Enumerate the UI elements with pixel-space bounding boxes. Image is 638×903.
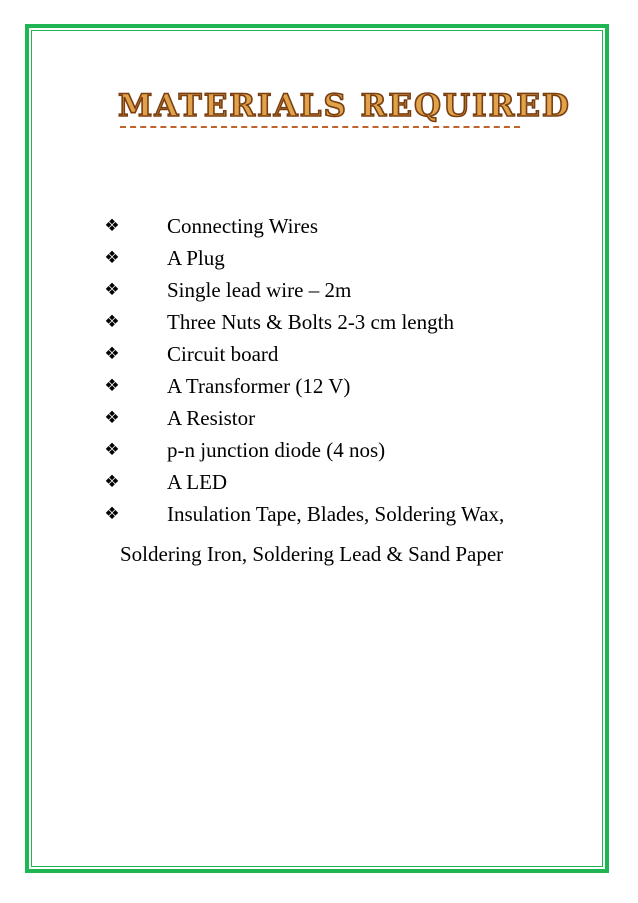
diamond-bullet-icon: ❖ (104, 408, 120, 428)
title-underline (120, 126, 520, 128)
list-item (100, 338, 580, 370)
page-title: MATERIALS REQUIRED (118, 88, 571, 124)
diamond-bullet-icon: ❖ (104, 216, 120, 236)
diamond-bullet-icon: ❖ (104, 440, 120, 460)
diamond-bullet-icon: ❖ (104, 504, 120, 524)
list-item (100, 210, 580, 242)
list-item-text: p-n junction diode (4 nos) (167, 438, 386, 462)
list-item (100, 402, 580, 434)
diamond-bullet-icon: ❖ (104, 376, 120, 396)
list-item-text: A Resistor (167, 406, 256, 430)
list-item (100, 242, 580, 274)
diamond-bullet-icon: ❖ (104, 280, 120, 300)
list-item-continuation: Soldering Iron, Soldering Lead & Sand Paper (120, 542, 504, 566)
list-item-text: A Transformer (12 V) (167, 374, 351, 398)
list-item (100, 370, 580, 402)
list-item-text: Circuit board (167, 342, 279, 366)
list-item (100, 306, 580, 338)
list-item (100, 434, 580, 466)
diamond-bullet-icon: ❖ (104, 312, 120, 332)
list-item (100, 466, 580, 498)
diamond-bullet-icon: ❖ (104, 248, 120, 268)
list-item (100, 498, 580, 530)
list-item-text: Connecting Wires (167, 214, 318, 238)
materials-list (100, 210, 580, 530)
list-item-text: Insulation Tape, Blades, Soldering Wax, (167, 502, 505, 526)
diamond-bullet-icon: ❖ (104, 344, 120, 364)
list-item-text: A LED (167, 470, 228, 494)
diamond-bullet-icon: ❖ (104, 472, 120, 492)
list-item-text: Three Nuts & Bolts 2-3 cm length (167, 310, 454, 334)
list-item-text: A Plug (167, 246, 225, 270)
list-item (100, 274, 580, 306)
list-item-text: Single lead wire – 2m (167, 278, 352, 302)
